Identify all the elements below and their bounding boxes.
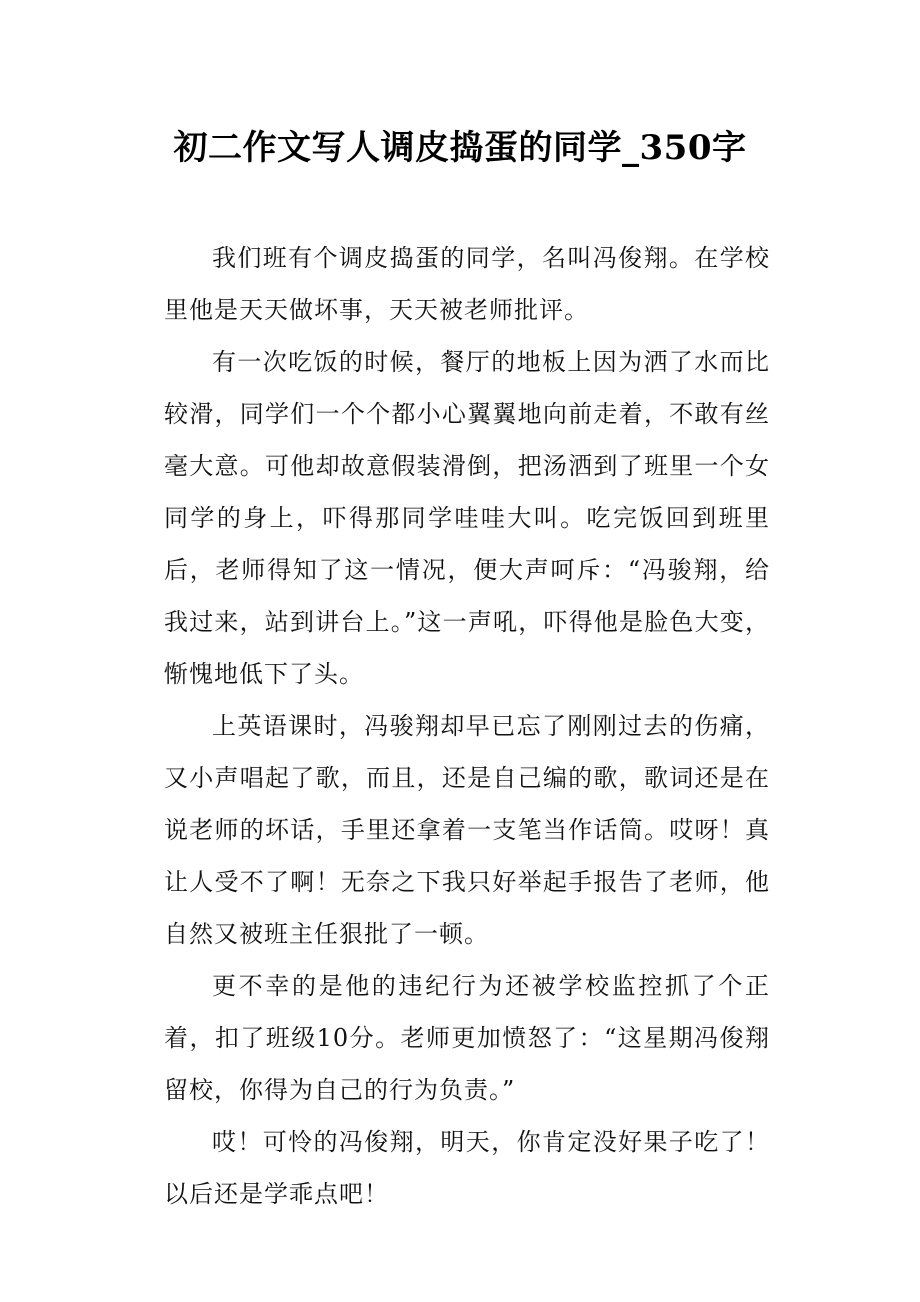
document-title: 初二作文写人调皮捣蛋的同学_350字 bbox=[173, 128, 747, 168]
document-body bbox=[164, 232, 770, 1220]
paragraph-5: 哎！可怜的冯俊翔，明天，你肯定没好果子吃了！以后还是学乖点吧！ bbox=[164, 1128, 770, 1208]
paragraph-4: 更不幸的是他的违纪行为还被学校监控抓了个正着，扣了班级10分。老师更加愤怒了：“这星期冯俊翔留校，你得为自己的行为负责。” bbox=[164, 972, 770, 1104]
paragraph-2: 有一次吃饭的时候，餐厅的地板上因为洒了水而比较滑，同学们一个个都小心翼翼地向前走着，不敢有丝毫大意。可他却故意假装滑倒，把汤洒到了班里一个女同学的身上，吓得那同学哇哇大叫。吃完饭回到班里后，老师得知了这一情况，便大声呵斥：“冯骏翔，给我过来，站到讲台上。”这一声吼，吓得他是脸色大变，惭愧地低下了头。 bbox=[164, 348, 770, 688]
paragraph-1: 我们班有个调皮捣蛋的同学，名叫冯俊翔。在学校里他是天天做坏事，天天被老师批评。 bbox=[164, 244, 770, 324]
paragraph-3: 上英语课时，冯骏翔却早已忘了刚刚过去的伤痛，又小声唱起了歌，而且，还是自己编的歌，歌词还是在说老师的坏话，手里还拿着一支笔当作话筒。哎呀！真让人受不了啊！无奈之下我只好举起手报告了老师，他自然又被班主任狠批了一顿。 bbox=[164, 712, 770, 948]
